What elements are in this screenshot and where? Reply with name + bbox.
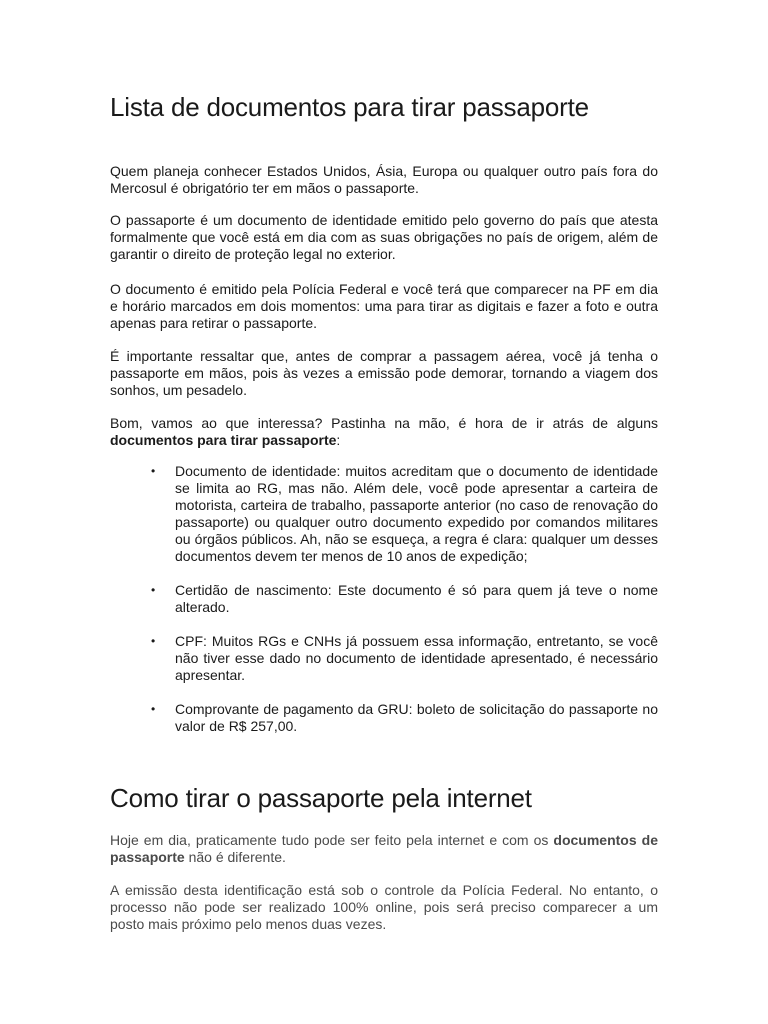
paragraph-pastinha: [110, 415, 658, 449]
paragraph-intro: Quem planeja conhecer Estados Unidos, Ásia, Europa ou qualquer outro país fora do Mercosul é obrigatório ter em mãos o passaporte.: [110, 163, 658, 196]
paragraph-policia-federal: O documento é emitido pela Polícia Federal e você terá que comparecer na PF em dia e horário marcados em dois momentos: uma para tirar as digitais e fazer a foto e outra apenas para retirar o passaporte.: [110, 281, 658, 331]
list-item-cpf: [110, 633, 658, 684]
paragraph-hoje-em-dia-end: não é diferente.: [184, 849, 286, 865]
list-item-documento-identidade: [110, 463, 658, 565]
list-item-text: Documento de identidade: muitos acreditam que o documento de identidade se limita ao RG, mas não. Além dele, você pode apresentar a carteira de motorista, carteira de trabalho, passaporte anterior (no caso de renovação do passaporte) ou qualquer outro documento expedido por comandos militares ou órgãos públicos. Ah, não se esqueça, a regra é clara: qualquer um desses documentos devem ter menos de 10 anos de expedição;: [175, 463, 658, 564]
heading-lista-documentos: Lista de documentos para tirar passaporte: [110, 92, 589, 122]
paragraph-pastinha-end: :: [336, 432, 341, 448]
list-item-comprovante-gru: [110, 701, 658, 735]
list-item-text: Certidão de nascimento: Este documento é só para quem já teve o nome alterado.: [175, 582, 658, 615]
paragraph-hoje-em-dia: [110, 832, 658, 866]
paragraph-ressaltar: É importante ressaltar que, antes de comprar a passagem aérea, você já tenha o passaporte em mãos, pois às vezes a emissão pode demorar, tornando a viagem dos sonhos, um pesadelo.: [110, 348, 658, 398]
paragraph-emissao: A emissão desta identificação está sob o controle da Polícia Federal. No entanto, o processo não pode ser realizado 100% online, pois será preciso comparecer a um posto mais próximo pelo menos duas vezes.: [110, 882, 658, 932]
bullet-icon: •: [151, 702, 156, 716]
bullet-icon: •: [151, 634, 156, 648]
paragraph-pastinha-text: Bom, vamos ao que interessa? Pastinha na mão, é hora de ir atrás de alguns: [110, 415, 658, 431]
bullet-icon: •: [151, 464, 156, 478]
bullet-icon: •: [151, 583, 156, 597]
documents-list: [110, 463, 658, 752]
paragraph-passaporte-definicao: O passaporte é um documento de identidade emitido pelo governo do país que atesta formalmente que você está em dia com as suas obrigações no país de origem, além de garantir o direito de proteção legal no exterior.: [110, 212, 658, 262]
list-item-text: CPF: Muitos RGs e CNHs já possuem essa informação, entretanto, se você não tiver esse dado no documento de identidade apresentado, é necessário apresentar.: [175, 633, 658, 683]
heading-como-tirar-passaporte: Como tirar o passaporte pela internet: [110, 783, 532, 813]
paragraph-hoje-em-dia-text: Hoje em dia, praticamente tudo pode ser feito pela internet e com os: [110, 832, 554, 848]
list-item-certidao-nascimento: [110, 582, 658, 616]
list-item-text: Comprovante de pagamento da GRU: boleto de solicitação do passaporte no valor de R$ 257,00.: [175, 701, 658, 734]
bold-documentos-de-passaporte: documentos de passaporte: [110, 832, 658, 865]
bold-documentos-para-tirar-passaporte: documentos para tirar passaporte: [110, 432, 337, 448]
